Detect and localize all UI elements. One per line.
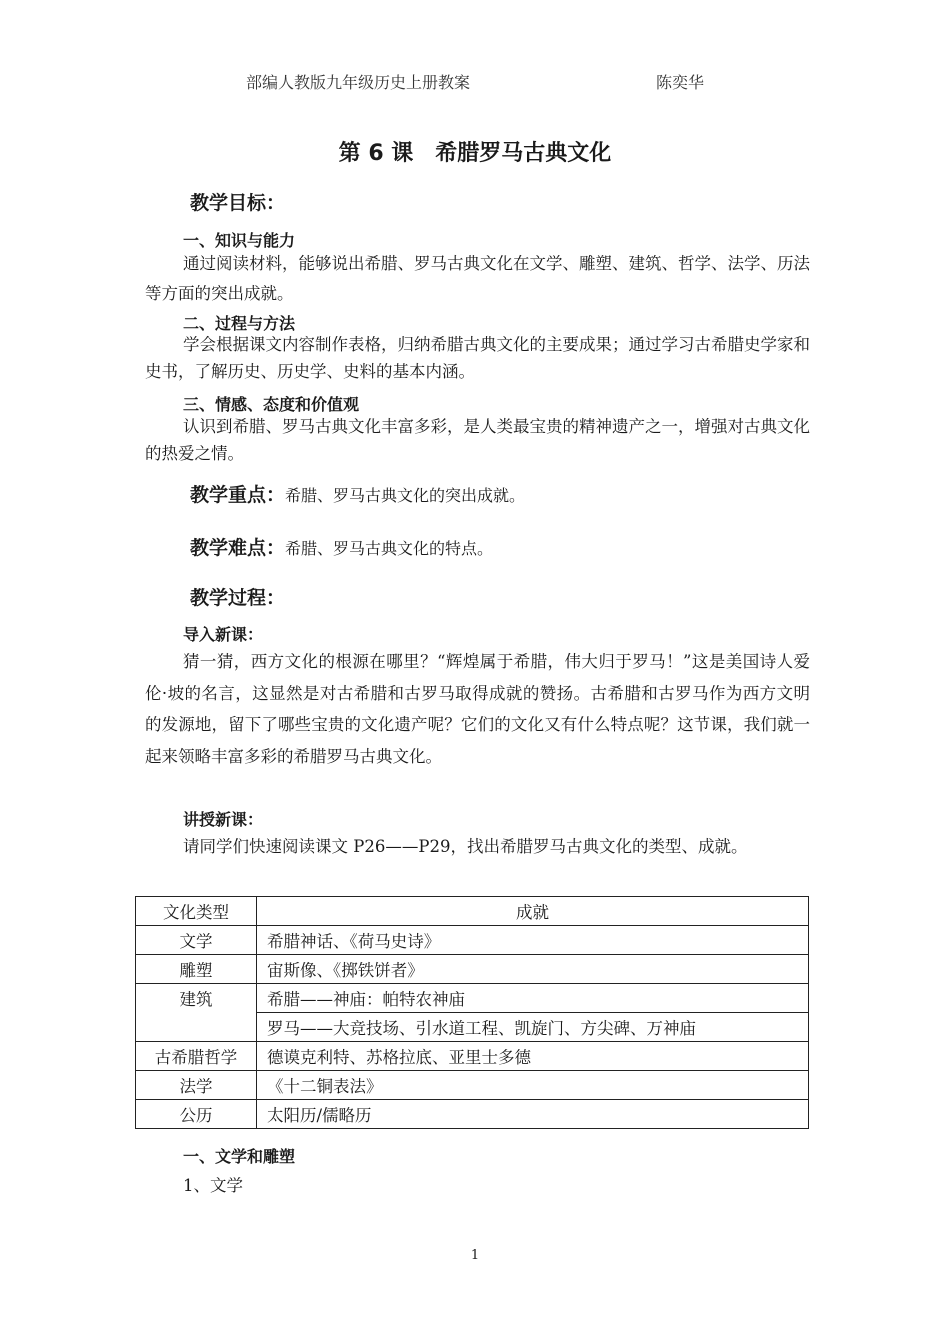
section-text-knowledge: 通过阅读材料，能够说出希腊、罗马古典文化在文学、雕塑、建筑、哲学、法学、历法等方面的突出成就。	[145, 254, 810, 303]
table-cell-achievement: 罗马——大竞技场、引水道工程、凯旋门、方尖碑、万神庙	[257, 1013, 809, 1042]
table-cell-achievement: 希腊——神庙：帕特农神庙	[257, 984, 809, 1013]
table-header-type: 文化类型	[136, 897, 257, 926]
section-text-process: 学会根据课文内容制作表格，归纳希腊古典文化的主要成果；通过学习古希腊史学家和史书，了解历史、历史学、史料的基本内涵。	[145, 335, 810, 381]
process-heading: 教学过程：	[190, 587, 286, 609]
achievements-table	[135, 896, 809, 1129]
difficulty-label: 教学难点：	[190, 537, 286, 559]
table-cell-achievement: 德谟克利特、苏格拉底、亚里士多德	[257, 1042, 809, 1071]
section-heading-process: 二、过程与方法	[183, 314, 296, 333]
table-cell-type: 建筑	[136, 984, 257, 1042]
difficulty-text: 希腊、罗马古典文化的特点。	[285, 539, 494, 558]
new-lesson-text: 请同学们快速阅读课文 P26——P29，找出希腊罗马古典文化的类型、成就。	[183, 837, 748, 856]
header-right: 陈奕华	[656, 73, 705, 92]
table-row	[136, 1100, 809, 1129]
section1-subheading: 1、文学	[183, 1176, 243, 1195]
table-cell-type: 公历	[136, 1100, 257, 1129]
key-point-label: 教学重点：	[190, 484, 286, 506]
table-row	[136, 955, 809, 984]
difficulty	[190, 533, 493, 560]
header-left: 部编人教版九年级历史上册教案	[246, 73, 471, 92]
table-cell-achievement: 太阳历/儒略历	[257, 1100, 809, 1129]
table-header-achievement: 成就	[257, 897, 809, 926]
section-heading-emotion: 三、情感、态度和价值观	[183, 395, 360, 414]
section1-heading: 一、文学和雕塑	[183, 1147, 296, 1166]
page-number: 1	[470, 1248, 480, 1263]
intro-heading: 导入新课：	[183, 625, 264, 644]
table-row	[136, 1042, 809, 1071]
table-cell-type: 法学	[136, 1071, 257, 1100]
table-cell-achievement: 《十二铜表法》	[257, 1071, 809, 1100]
objectives-heading: 教学目标：	[190, 192, 286, 214]
table-header-row	[136, 897, 809, 926]
table-row	[136, 984, 809, 1013]
intro-text: 猜一猜，西方文化的根源在哪里？“辉煌属于希腊，伟大归于罗马！”这是美国诗人爱伦·坡的名言，这显然是对古希腊和古罗马取得成就的赞扬。古希腊和古罗马作为西方文明的发源地，留下了哪些宝贵的文化遗产呢？它们的文化又有什么特点呢？这节课，我们就一起来领略丰富多彩的希腊罗马古典文化。	[145, 652, 810, 766]
section-heading-knowledge: 一、知识与能力	[183, 231, 296, 250]
table-cell-achievement: 宙斯像、《掷铁饼者》	[257, 955, 809, 984]
table-cell-type: 雕塑	[136, 955, 257, 984]
table-cell-type: 古希腊哲学	[136, 1042, 257, 1071]
table-row	[136, 926, 809, 955]
key-point	[190, 480, 525, 507]
table-cell-type: 文学	[136, 926, 257, 955]
page-title: 第 6 课 希腊罗马古典文化	[338, 141, 612, 166]
table-cell-achievement: 希腊神话、《荷马史诗》	[257, 926, 809, 955]
new-lesson-heading: 讲授新课：	[183, 810, 264, 829]
section-text-emotion: 认识到希腊、罗马古典文化丰富多彩，是人类最宝贵的精神遗产之一，增强对古典文化的热爱之情。	[145, 417, 810, 463]
table-row	[136, 1071, 809, 1100]
key-point-text: 希腊、罗马古典文化的突出成就。	[285, 486, 526, 505]
